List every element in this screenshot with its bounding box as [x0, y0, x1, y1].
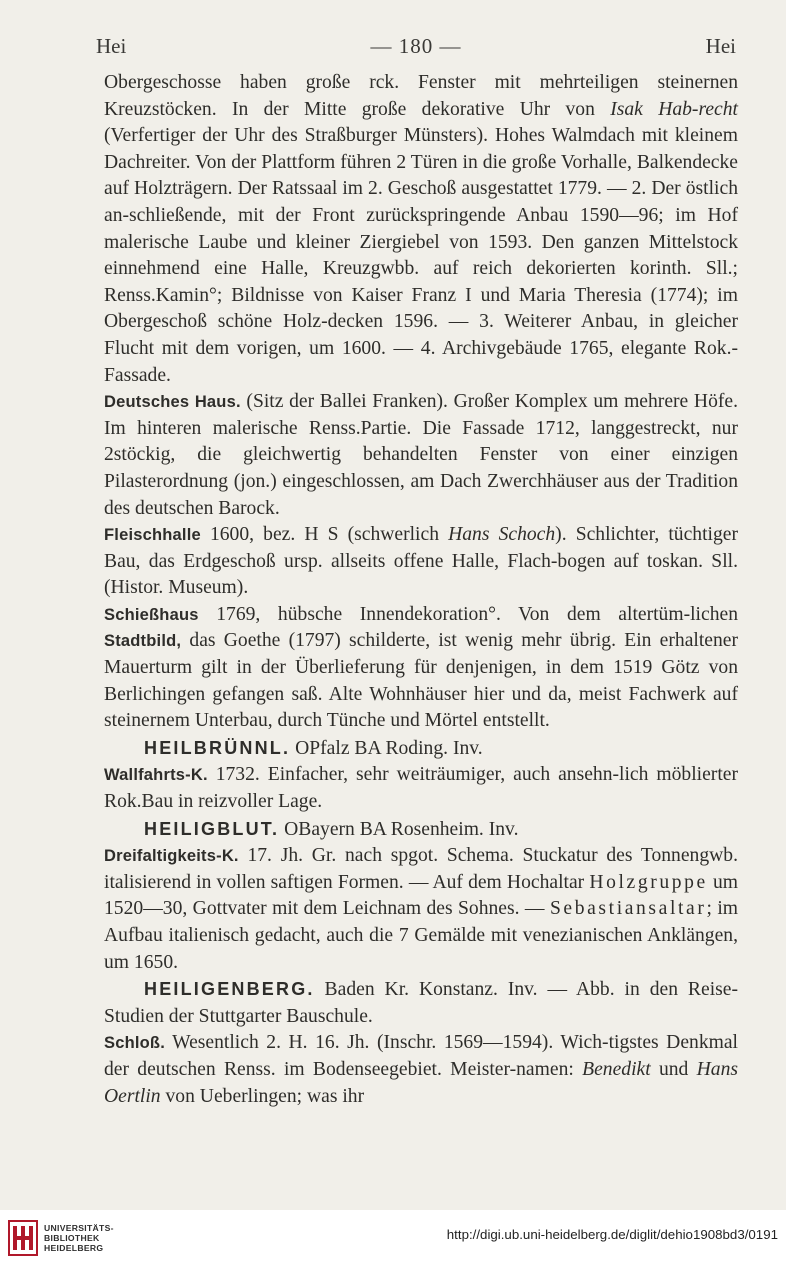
library-footer — [0, 1210, 786, 1264]
place-name: HEILBRÜNNL. — [144, 737, 291, 758]
artist-name: Hans Oertlin — [104, 1058, 738, 1107]
place-name: HEILIGENBERG. — [144, 979, 315, 1000]
place-heading-heilbruennl: HEILBRÜNNL. OPfalz BA Roding. Inv. — [144, 737, 483, 759]
paragraph-dreifaltigkeitskirche: Dreifaltigkeits-K. 17. Jh. Gr. nach spgot. Schema. Stuckatur des Tonnengwb. italisierend in vollen saftigen Formen. — Auf dem Hochaltar Holzgruppe um 1520—30, Gottvater mit dem Leichnam des Sohnes. — Sebastiansaltar; im Aufbau italienisch gedacht, auch die 7 Gemälde mit venezianischen Anklängen, um 1650. — [104, 845, 739, 973]
paragraph-wallfahrtskirche: Wallfahrts-K. 1732. Einfacher, sehr weiträumiger, auch ansehn-lich möblierter Rok.Bau in reizvoller Lage. — [104, 764, 738, 813]
paragraph-fleischhalle: Fleischhalle 1600, bez. H S (schwerlich Hans Schoch). Schlichter, tüchtiger Bau, das Erdgeschoß ursp. allseits offene Halle, Flach-bogen auf toskan. Sll. (Histor. Museum). — [104, 524, 738, 599]
paragraph-schiesshaus: Schießhaus 1769, hübsche Innendekoration°. Von dem altertüm-lichen Stadtbild, das Goethe (1797) schilderte, ist wenig mehr übrig. Ein erhaltener Mauerturm gilt in der Überlieferung für denjenigen, in dem 1519 Götz von Berlichingen gefangen saß. Alte Wohnhäuser hier und da, meist Fachwerk auf steinernem Unterbau, durch Tünche und Mörtel entstellt. — [104, 603, 738, 732]
entry-keyword: Stadtbild, — [104, 632, 182, 651]
library-name-line: BIBLIOTHEK — [44, 1233, 100, 1243]
artist-name: Hans Schoch — [448, 524, 556, 546]
entry-keyword: Dreifaltigkeits-K. — [104, 847, 239, 866]
artist-name: Isak Hab-recht — [610, 98, 738, 120]
entry-keyword: Fleischhalle — [104, 526, 201, 545]
permalink-url[interactable]: http://digi.ub.uni-heidelberg.de/diglit/dehio1908bd3/0191 — [446, 1227, 778, 1242]
spaced-term: Holzgruppe — [589, 871, 708, 893]
running-head-left: Hei — [96, 34, 127, 58]
body-text — [104, 70, 738, 1110]
library-logo-icon[interactable] — [8, 1220, 38, 1256]
paragraph-schloss: Schloß. Wesentlich 2. H. 16. Jh. (Inschr. 1569—1594). Wich-tigstes Denkmal der deutschen Renss. im Bodenseegebiet. Meister-namen: Benedikt und Hans Oertlin von Ueberlingen; was ihr — [104, 1032, 738, 1107]
entry-keyword: Schießhaus — [104, 605, 199, 624]
place-heading-heiligblut: HEILIGBLUT. OBayern BA Rosenheim. Inv. — [144, 818, 519, 840]
entry-keyword: Schloß. — [104, 1034, 165, 1053]
paragraph-deutsches-haus: Deutsches Haus. (Sitz der Ballei Franken). Großer Komplex um mehrere Höfe. Im hinteren malerische Renss.Partie. Die Fassade 1712, langgestreckt, nur 2stöckig, die gleichwertig behandelten Fenster von einer einzigen Pilasterordnung (jon.) eingeschlossen, am Dach Zwerchhäuser aus der Tradition des deutschen Barock. — [104, 391, 738, 519]
place-name: HEILIGBLUT. — [144, 818, 280, 839]
page-number: — 180 — — [370, 34, 462, 58]
library-name-line: UNIVERSITÄTS- — [44, 1223, 114, 1233]
entry-keyword: Deutsches Haus. — [104, 393, 241, 412]
entry-keyword: Wallfahrts-K. — [104, 766, 208, 785]
artist-name: Benedikt — [582, 1058, 651, 1080]
place-heading-heiligenberg: HEILIGENBERG. Baden Kr. Konstanz. Inv. — Abb. in den Reise-Studien der Stuttgarter Bauschule. — [104, 979, 738, 1027]
spaced-term: Sebastiansaltar — [549, 898, 707, 920]
library-name — [44, 1223, 114, 1253]
paragraph-rathaus: Obergeschosse haben große rck. Fenster mit mehrteiligen steinernen Kreuzstöcken. In der Mitte große dekorative Uhr von Isak Hab-recht (Verfertiger der Uhr des Straßburger Münsters). Hohes Walmdach mit kleinem Dachreiter. Von der Plattform führen 2 Türen in die große Vorhalle, Balkendecke auf Holzträgern. Der Ratssaal im 2. Geschoß ausgestattet 1779. — 2. Der östlich an-schließende, mit der Front zurückspringende Anbau 1590—96; im Hof malerische Laube und kleiner Ziergiebel von 1593. Den ganzen Mittelstock einnehmend eine Halle, Kreuzgwbb. auf reich dekorierten korinth. Sll.; Renss.Kamin°; Bildnisse von Kaiser Franz I und Maria Theresia (1774); im Obergeschoß schöne Holz-decken 1596. — 3. Weiterer Anbau, in gleicher Flucht mit dem vorigen, um 1600. — 4. Archivgebäude 1765, elegante Rok.-Fassade. — [104, 72, 738, 386]
running-head — [96, 34, 736, 60]
library-name-line: HEIDELBERG — [44, 1243, 104, 1253]
running-head-right: Hei — [705, 34, 736, 58]
